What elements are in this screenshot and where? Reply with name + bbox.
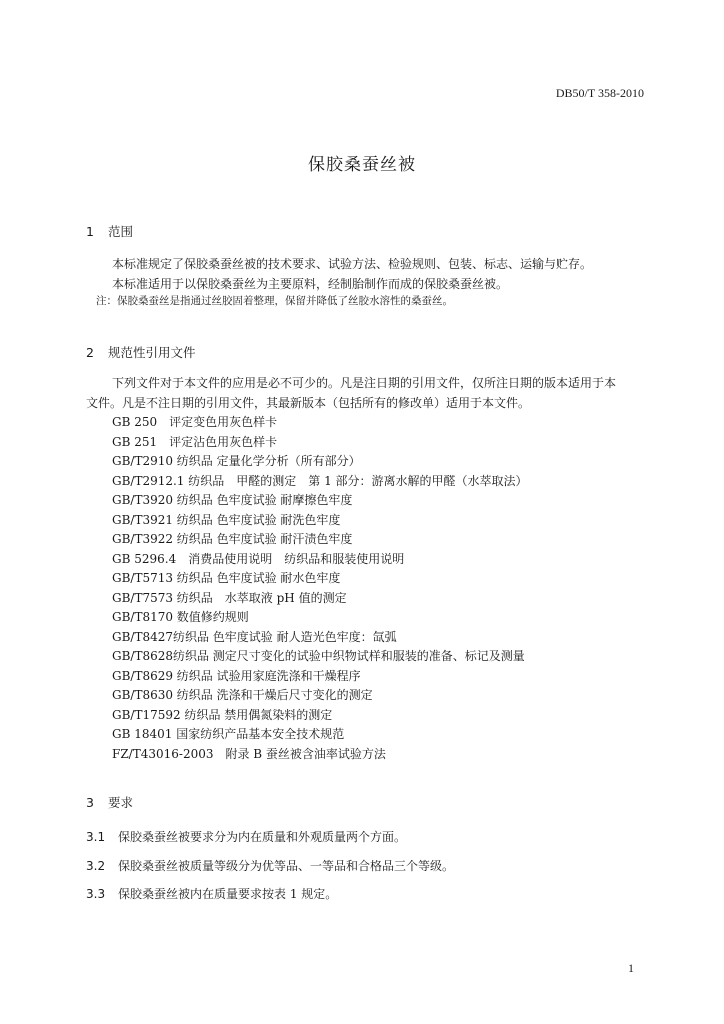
- paragraph-text: 本标准规定了保胶桑蚕丝被的技术要求、试验方法、检验规则、包装、标志、运输与贮存。: [112, 257, 593, 271]
- reference-item: GB/T8629 纺织品 试验用家庭洗涤和干燥程序: [112, 668, 361, 683]
- paragraph: [86, 255, 646, 275]
- paragraph-text: 本标准适用于以保胶桑蚕丝为主要原料，经制胎制作而成的保胶桑蚕丝被。: [112, 276, 509, 291]
- clause-number: 3.3: [86, 887, 106, 901]
- paragraph: [86, 374, 646, 394]
- section-number: 1: [86, 224, 94, 239]
- paragraph: [86, 275, 646, 295]
- section-1-heading: [86, 222, 133, 240]
- reference-item: GB 18401 国家纺织产品基本安全技术规范: [112, 727, 345, 741]
- clause-number: 3.1: [86, 830, 106, 844]
- clause-text: 保胶桑蚕丝被质量等级分为优等品、一等品和合格品三个等级。: [118, 859, 455, 873]
- section-2-heading: [86, 343, 196, 361]
- section-3-heading: [86, 793, 133, 811]
- page-number: 1: [628, 961, 634, 975]
- reference-item: GB/T8628纺织品 测定尺寸变化的试验中织物试样和服装的准备、标记及测量: [112, 649, 525, 663]
- reference-item: GB/T8427纺织品 色牢度试验 耐人造光色牢度：氙弧: [112, 629, 397, 644]
- paragraph-text: 下列文件对于本文件的应用是必不可少的。凡是注日期的引用文件，仅所注日期的版本适用于本: [112, 376, 617, 390]
- reference-item: FZ/T43016-2003 附录 B 蚕丝被含油率试验方法: [112, 746, 386, 761]
- reference-list: [112, 413, 528, 764]
- reference-item: GB/T8630 纺织品 洗涤和干燥后尺寸变化的测定: [112, 688, 373, 702]
- reference-item: GB/T5713 纺织品 色牢度试验 耐水色牢度: [112, 571, 341, 585]
- reference-item: GB/T8170 数值修约规则: [112, 610, 249, 624]
- section-2-intro: [86, 374, 646, 413]
- section-1-note: 注：保胶桑蚕丝是指通过丝胶固着整理，保留并降低了丝胶水溶性的桑蚕丝。: [96, 295, 453, 307]
- section-1-body: [86, 255, 646, 294]
- reference-item: GB/T2912.1 纺织品 甲醛的测定 第 1 部分：游离水解的甲醛（水萃取法）: [112, 473, 528, 488]
- reference-item: GB/T3920 纺织品 色牢度试验 耐摩擦色牢度: [112, 493, 353, 507]
- section-number: 2: [86, 345, 94, 360]
- section-title: 要求: [108, 795, 134, 810]
- clause-text: 保胶桑蚕丝被要求分为内在质量和外观质量两个方面。: [118, 830, 407, 844]
- standard-code: DB50/T 358-2010: [555, 86, 644, 100]
- section-number: 3: [86, 795, 94, 810]
- reference-item: GB 251 评定沾色用灰色样卡: [112, 434, 278, 449]
- section-title: 规范性引用文件: [108, 345, 196, 360]
- clause-text: 保胶桑蚕丝被内在质量要求按表 1 规定。: [118, 887, 338, 901]
- reference-item: GB/T2910 纺织品 定量化学分析（所有部分）: [112, 454, 361, 468]
- reference-item: GB 250 评定变色用灰色样卡: [112, 415, 278, 429]
- reference-item: GB/T3921 纺织品 色牢度试验 耐洗色牢度: [112, 512, 341, 527]
- reference-item: GB/T17592 纺织品 禁用偶氮染料的测定: [112, 707, 333, 722]
- reference-item: GB 5296.4 消费品使用说明 纺织品和服装使用说明: [112, 551, 405, 566]
- reference-item: GB/T3922 纺织品 色牢度试验 耐汗渍色牢度: [112, 532, 353, 546]
- paragraph-continuation: 文件。凡是不注日期的引用文件，其最新版本（包括所有的修改单）适用于本文件。: [86, 395, 531, 410]
- clause-3-2: [86, 857, 454, 874]
- reference-item: GB/T7573 纺织品 水萃取液 pH 值的测定: [112, 590, 347, 605]
- clause-3-1: [86, 828, 406, 845]
- clause-number: 3.2: [86, 859, 106, 873]
- document-title: 保胶桑蚕丝被: [308, 155, 416, 175]
- clause-3-3: [86, 885, 337, 902]
- section-title: 范围: [108, 224, 134, 239]
